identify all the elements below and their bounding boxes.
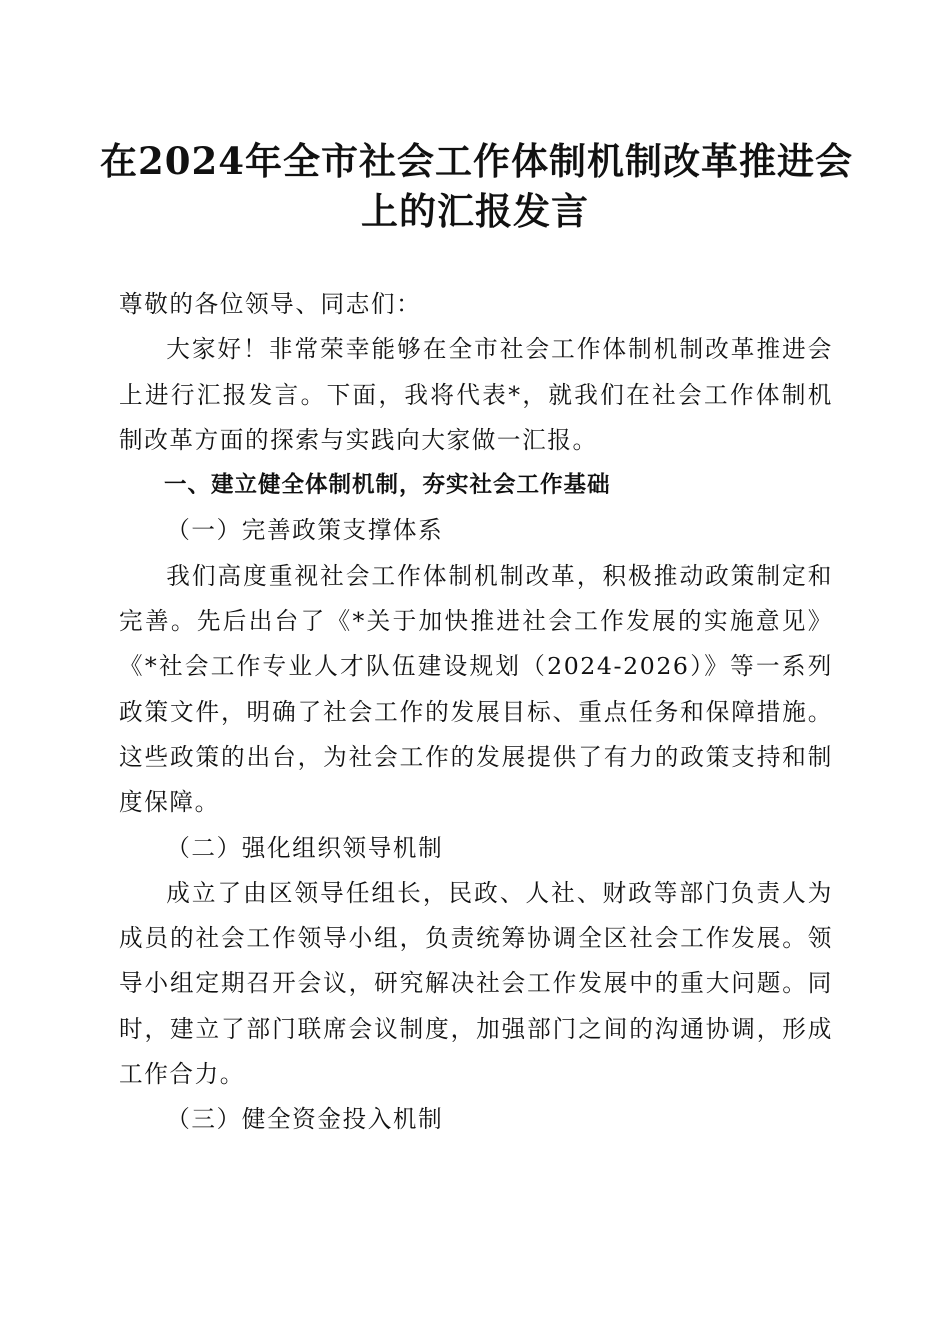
salutation: 尊敬的各位领导、同志们： xyxy=(119,290,422,318)
section-heading-1: 一、建立健全体制机制，夯实社会工作基础 xyxy=(164,472,611,499)
title-line-2: 上的汇报发言 xyxy=(361,189,589,233)
subsection-heading-3: （三）健全资金投入机制 xyxy=(166,1105,444,1134)
subsection-1-paragraph: 我们高度重视社会工作体制机制改革，积极推动政策制定和完善。先后出台了《*关于加快推进社会工作发展的实施意见》《*社会工作专业人才队伍建设规划（2024-2026）》等一系列政策文件，明确了社会工作的发展目标、重点任务和保障措施。这些政策的出台，为社会工作的发展提供了有力的政策支持和制度保障。 xyxy=(119,561,833,817)
document-body xyxy=(119,282,833,1143)
title-line-1: 在2024年全市社会工作体制机制改革推进会 xyxy=(100,139,853,183)
subsection-2-paragraph: 成立了由区领导任组长，民政、人社、财政等部门负责人为成员的社会工作领导小组，负责统筹协调全区社会工作发展。领导小组定期召开会议，研究解决社会工作发展中的重大问题。同时，建立了部门联席会议制度，加强部门之间的沟通协调，形成工作合力。 xyxy=(119,878,833,1089)
intro-paragraph: 大家好！非常荣幸能够在全市社会工作体制机制改革推进会上进行汇报发言。下面，我将代表*，就我们在社会工作体制机制改革方面的探索与实践向大家做一汇报。 xyxy=(119,335,833,454)
subsection-heading-2: （二）强化组织领导机制 xyxy=(166,833,444,862)
subsection-heading-1: （一）完善政策支撑体系 xyxy=(166,516,444,545)
document-title xyxy=(100,136,853,236)
